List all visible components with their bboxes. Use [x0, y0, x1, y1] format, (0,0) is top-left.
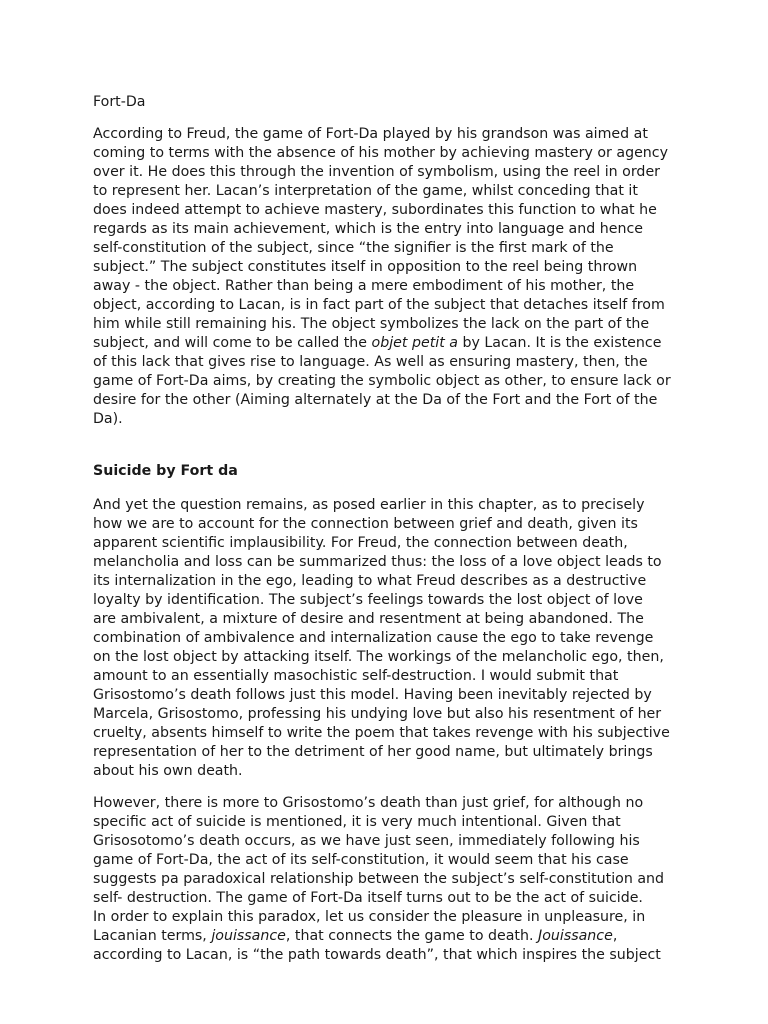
text-line: In order to explain this paradox, let us consider the pleasure in unpleasure, in — [93, 909, 646, 925]
text-line: However, there is more to Grisostomo’s death than just grief, for although no — [93, 795, 644, 811]
text-line: its internalization in the ego, leading to what Freud describes as a destructive — [93, 573, 647, 589]
text-line: of this lack that gives rise to language. As well as ensuring mastery, then, the — [93, 354, 648, 370]
text-line: him while still remaining his. The object symbolizes the lack on the part of the — [93, 316, 650, 332]
paragraph-grief-death — [93, 496, 683, 781]
paragraph-fort-da — [93, 125, 683, 429]
text-line: on the lost object by attacking itself. The workings of the melancholic ego, then, — [93, 649, 664, 665]
text-line: loyalty by identification. The subject’s feelings towards the lost object of love — [93, 592, 643, 608]
text-line: According to Freud, the game of Fort-Da played by his grandson was aimed at — [93, 126, 648, 142]
text-line: self-constitution of the subject, since “the signifier is the first mark of the — [93, 240, 614, 256]
text-line: does indeed attempt to achieve mastery, subordinates this function to what he — [93, 202, 657, 218]
text-line: And yet the question remains, as posed earlier in this chapter, as to precisely — [93, 497, 645, 513]
text-line: about his own death. — [93, 763, 243, 779]
text-line: representation of her to the detriment of her good name, but ultimately brings — [93, 744, 653, 760]
text-line: coming to terms with the absence of his mother by achieving mastery or agency — [93, 145, 668, 161]
text-line: suggests pa paradoxical relationship between the subject’s self-constitution and — [93, 871, 665, 887]
paragraph-suicide — [93, 794, 683, 965]
text-line: game of Fort-Da, the act of its self-constitution, it would seem that his case — [93, 852, 629, 868]
text-line: object, according to Lacan, is in fact part of the subject that detaches itself from — [93, 297, 665, 313]
section-heading: Suicide by Fort da — [93, 463, 238, 479]
text-line: according to Lacan, is “the path towards death”, that which inspires the subject — [93, 947, 661, 963]
text-line: cruelty, absents himself to write the poem that takes revenge with his subjective — [93, 725, 670, 741]
text-line: away - the object. Rather than being a mere embodiment of his mother, the — [93, 278, 635, 294]
text-line: melancholia and loss can be summarized thus: the loss of a love object leads to — [93, 554, 662, 570]
text-line: Grisosotomo’s death occurs, as we have just seen, immediately following his — [93, 833, 640, 849]
text-line: Da). — [93, 411, 123, 427]
text-line: regards as its main achievement, which is the entry into language and hence — [93, 221, 643, 237]
text-line: how we are to account for the connection between grief and death, given its — [93, 516, 638, 532]
document-page — [93, 93, 683, 978]
text-line: game of Fort-Da aims, by creating the symbolic object as other, to ensure lack or — [93, 373, 671, 389]
text-line: subject, and will come to be called the objet petit a by Lacan. It is the existence — [93, 335, 662, 351]
text-line: apparent scientific implausibility. For Freud, the connection between death, — [93, 535, 628, 551]
text-line: are ambivalent, a mixture of desire and resentment at being abandoned. The — [93, 611, 644, 627]
text-line: self- destruction. The game of Fort-Da itself turns out to be the act of suicide. — [93, 890, 643, 906]
text-line: combination of ambivalence and internalization cause the ego to take revenge — [93, 630, 654, 646]
text-line: Lacanian terms, jouissance, that connects the game to death. Jouissance, — [93, 928, 618, 944]
text-line: Marcela, Grisostomo, professing his undying love but also his resentment of her — [93, 706, 662, 722]
text-line: desire for the other (Aiming alternately at the Da of the Fort and the Fort of the — [93, 392, 658, 408]
text-line: to represent her. Lacan’s interpretation of the game, whilst conceding that it — [93, 183, 638, 199]
text-line: subject.” The subject constitutes itself in opposition to the reel being thrown — [93, 259, 638, 275]
text-line: amount to an essentially masochistic self-destruction. I would submit that — [93, 668, 619, 684]
document-title: Fort-Da — [93, 94, 146, 110]
text-line: specific act of suicide is mentioned, it is very much intentional. Given that — [93, 814, 621, 830]
italic-term: Jouissance — [538, 928, 613, 944]
text-line: over it. He does this through the invention of symbolism, using the reel in order — [93, 164, 661, 180]
italic-term: objet petit a — [371, 335, 458, 351]
text-line: Grisostomo’s death follows just this model. Having been inevitably rejected by — [93, 687, 652, 703]
italic-term: jouissance — [211, 928, 286, 944]
